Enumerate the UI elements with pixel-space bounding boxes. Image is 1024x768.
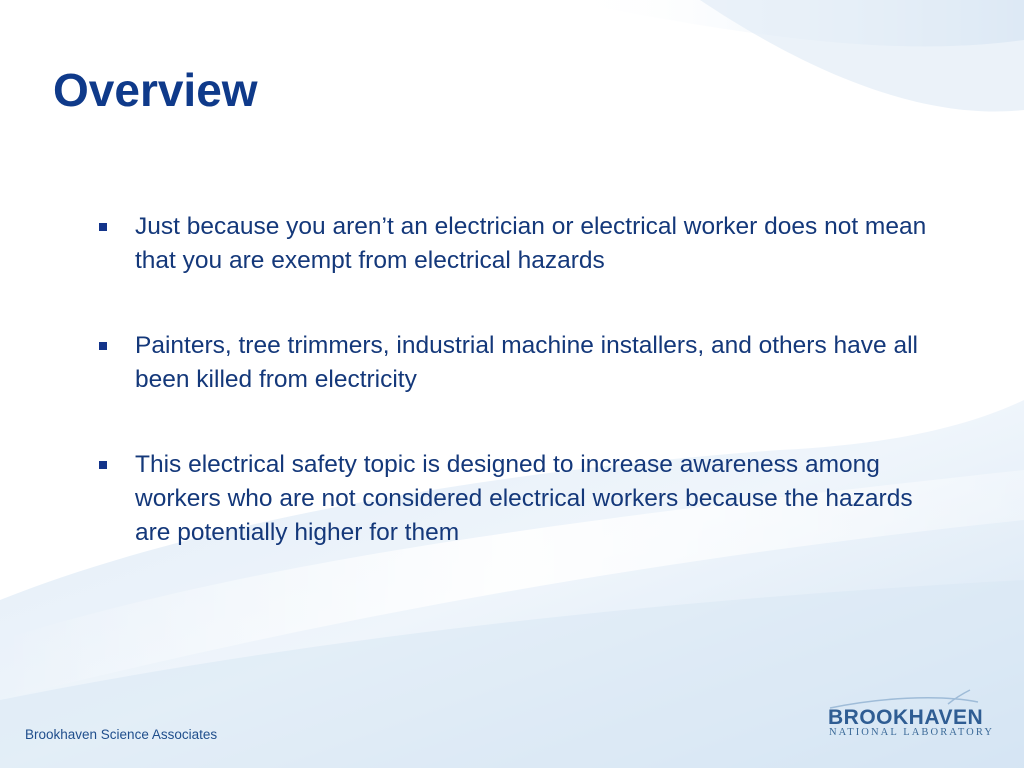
bullet-item xyxy=(97,329,947,397)
bullet-list xyxy=(97,210,947,601)
bullet-item xyxy=(97,210,947,278)
square-bullet-icon xyxy=(99,223,107,231)
logo-wordmark: BROOKHAVEN xyxy=(828,706,984,729)
bullet-item xyxy=(97,448,947,550)
square-bullet-icon xyxy=(99,461,107,469)
footer-organization: Brookhaven Science Associates xyxy=(25,727,218,742)
bullet-text: Just because you aren’t an electrician or electrical worker does not mean that you are exempt from electrical hazards xyxy=(135,213,927,274)
page-title: Overview xyxy=(53,64,258,116)
bullet-text: This electrical safety topic is designed to increase awareness among workers who are not considered electrical workers because the hazards are potentially higher for them xyxy=(135,451,913,546)
logo-subline: NATIONAL LABORATORY xyxy=(829,727,995,738)
bullet-text: Painters, tree trimmers, industrial machine installers, and others have all been killed from electricity xyxy=(135,332,918,393)
brookhaven-logo xyxy=(828,688,1006,744)
square-bullet-icon xyxy=(99,342,107,350)
